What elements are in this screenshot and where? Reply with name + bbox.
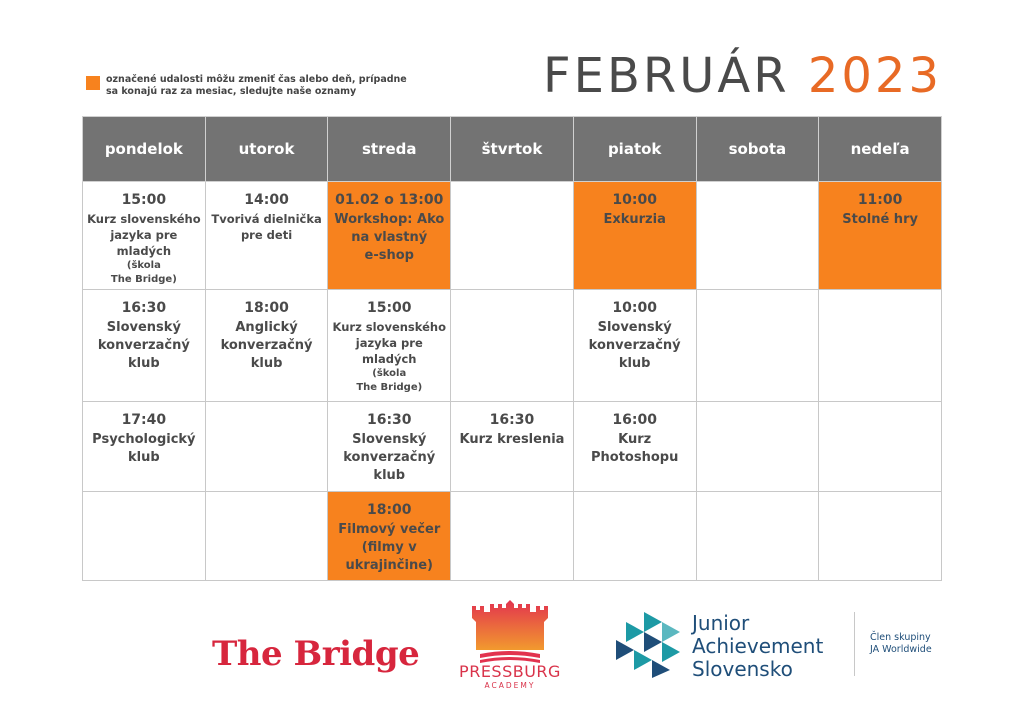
ja-line-3: Slovensko <box>692 657 793 681</box>
pressburg-academy-logo <box>455 598 565 702</box>
event-line: Kurz slovenského <box>87 212 201 226</box>
event-title <box>331 431 447 485</box>
event-line: Slovenský <box>597 320 672 335</box>
event-line: Psychologický <box>92 432 196 447</box>
event-line: konverzačný <box>97 338 190 353</box>
event-sub: The Bridge) <box>356 382 423 393</box>
event-sub: (škola <box>126 260 161 271</box>
event-line: jazyka pre mladých <box>110 228 178 258</box>
calendar-cell-empty <box>83 492 206 581</box>
event-line: klub <box>618 356 651 371</box>
ja-member-line-1: Člen skupiny <box>870 632 931 643</box>
event-line: e-shop <box>364 248 414 263</box>
event-time: 16:30 <box>366 412 412 428</box>
day-header-utorok: utorok <box>205 117 328 182</box>
event-title <box>577 319 693 373</box>
event-title <box>331 521 447 575</box>
title-month: FEBRUÁR <box>543 48 790 104</box>
calendar-cell-empty <box>205 402 328 492</box>
event-time: 01.02 o 13:00 <box>335 192 444 208</box>
event-time: 15:00 <box>121 192 167 208</box>
calendar-cell-highlighted <box>819 182 942 290</box>
event-line: pre deti <box>240 228 293 242</box>
event-time: 10:00 <box>612 300 657 316</box>
ja-line-1: Junior <box>692 611 750 635</box>
day-header-stvrtok: štvrtok <box>451 117 574 182</box>
day-header-pondelok: pondelok <box>83 117 206 182</box>
calendar-cell-highlighted <box>328 492 451 581</box>
event-title <box>86 431 202 467</box>
calendar-cell-empty <box>819 402 942 492</box>
event-title <box>86 319 202 373</box>
ja-name <box>692 612 823 681</box>
event-line: klub <box>128 356 160 371</box>
event-title: Kurz kreslenia <box>459 432 565 447</box>
event-line: Anglický <box>235 320 298 335</box>
ja-divider <box>854 612 855 676</box>
event-line: Kurz <box>618 432 652 447</box>
event-line: ukrajinčine) <box>345 558 433 573</box>
pressburg-name: PRESSBURG <box>459 662 561 681</box>
event-line: Slovenský <box>106 320 181 335</box>
event-line: klub <box>128 450 160 465</box>
calendar-cell <box>83 402 206 492</box>
event-title <box>577 431 693 467</box>
calendar-cell <box>573 290 696 402</box>
event-time: 18:00 <box>366 502 412 518</box>
calendar-header-row <box>83 117 942 182</box>
day-header-nedela: nedeľa <box>819 117 942 182</box>
event-line: Tvorivá dielnička <box>211 212 322 226</box>
event-time: 16:00 <box>612 412 657 428</box>
calendar-cell-empty <box>451 290 574 402</box>
calendar-cell-empty <box>819 290 942 402</box>
ja-triangles-icon <box>614 610 684 680</box>
calendar-week-row <box>83 290 942 402</box>
calendar-week-row <box>83 492 942 581</box>
legend-line-1: označené udalosti môžu zmeniť čas alebo deň, prípadne <box>106 74 407 85</box>
day-header-sobota: sobota <box>696 117 819 182</box>
event-line: na vlastný <box>351 230 428 245</box>
legend-line-2: sa konajú raz za mesiac, sledujte naše oznamy <box>106 86 357 97</box>
event-title <box>209 319 325 373</box>
event-title <box>331 211 447 265</box>
event-time: 17:40 <box>121 412 167 428</box>
calendar-table <box>82 116 942 581</box>
calendar-week-row <box>83 182 942 290</box>
calendar-cell-empty <box>451 492 574 581</box>
event-line: konverzačný <box>343 450 436 465</box>
calendar-cell-highlighted <box>573 182 696 290</box>
event-line: Slovenský <box>352 432 427 447</box>
calendar-cell <box>328 290 451 402</box>
event-line: konverzačný <box>220 338 313 353</box>
calendar-cell <box>83 290 206 402</box>
calendar-cell-empty <box>573 492 696 581</box>
event-time: 10:00 <box>612 192 657 208</box>
ja-member-line-2: JA Worldwide <box>870 644 932 655</box>
event-sub: (škola <box>372 368 407 379</box>
ja-member <box>870 632 932 656</box>
event-title: Exkurzia <box>603 212 666 227</box>
event-title <box>331 319 447 395</box>
event-time: 16:30 <box>121 300 167 316</box>
ja-line-2: Achievement <box>692 634 824 658</box>
castle-icon <box>470 598 550 666</box>
calendar-cell <box>573 402 696 492</box>
event-time: 18:00 <box>244 300 289 316</box>
calendar-cell <box>328 402 451 492</box>
event-line: konverzačný <box>588 338 681 353</box>
calendar-cell-empty <box>696 290 819 402</box>
pressburg-sub: ACADEMY <box>484 681 536 690</box>
event-title <box>86 211 202 287</box>
legend-swatch <box>86 76 100 90</box>
junior-achievement-logo <box>614 608 934 684</box>
calendar-cell-empty <box>819 492 942 581</box>
calendar-cell-empty <box>696 402 819 492</box>
event-line: jazyka pre mladých <box>355 336 423 366</box>
event-line: Filmový večer <box>338 522 441 537</box>
event-line: klub <box>373 468 406 483</box>
title-year: 2023 <box>807 48 942 104</box>
calendar-cell <box>83 182 206 290</box>
calendar-cell-empty <box>451 182 574 290</box>
event-sub: The Bridge) <box>110 274 177 285</box>
event-line: klub <box>250 356 283 371</box>
event-title <box>209 211 325 243</box>
the-bridge-logo: The Bridge <box>212 634 420 674</box>
calendar-cell-highlighted <box>328 182 451 290</box>
event-time: 14:00 <box>244 192 289 208</box>
legend-text <box>106 74 436 98</box>
event-title: Stolné hry <box>842 212 918 227</box>
calendar-cell-empty <box>696 182 819 290</box>
legend <box>86 74 436 98</box>
calendar-week-row <box>83 402 942 492</box>
event-line: Kurz slovenského <box>332 320 447 334</box>
calendar-cell-empty <box>205 492 328 581</box>
day-header-piatok: piatok <box>573 117 696 182</box>
event-line: (filmy v <box>361 540 417 555</box>
event-time: 16:30 <box>489 412 535 428</box>
day-header-streda: streda <box>328 117 451 182</box>
event-time: 15:00 <box>366 300 412 316</box>
page-title <box>543 48 942 104</box>
event-line: Photoshopu <box>590 450 679 465</box>
event-line: Workshop: Ako <box>334 212 445 227</box>
calendar-cell-empty <box>696 492 819 581</box>
calendar-cell <box>205 182 328 290</box>
calendar-cell <box>451 402 574 492</box>
event-time: 11:00 <box>857 192 903 208</box>
calendar-cell <box>205 290 328 402</box>
